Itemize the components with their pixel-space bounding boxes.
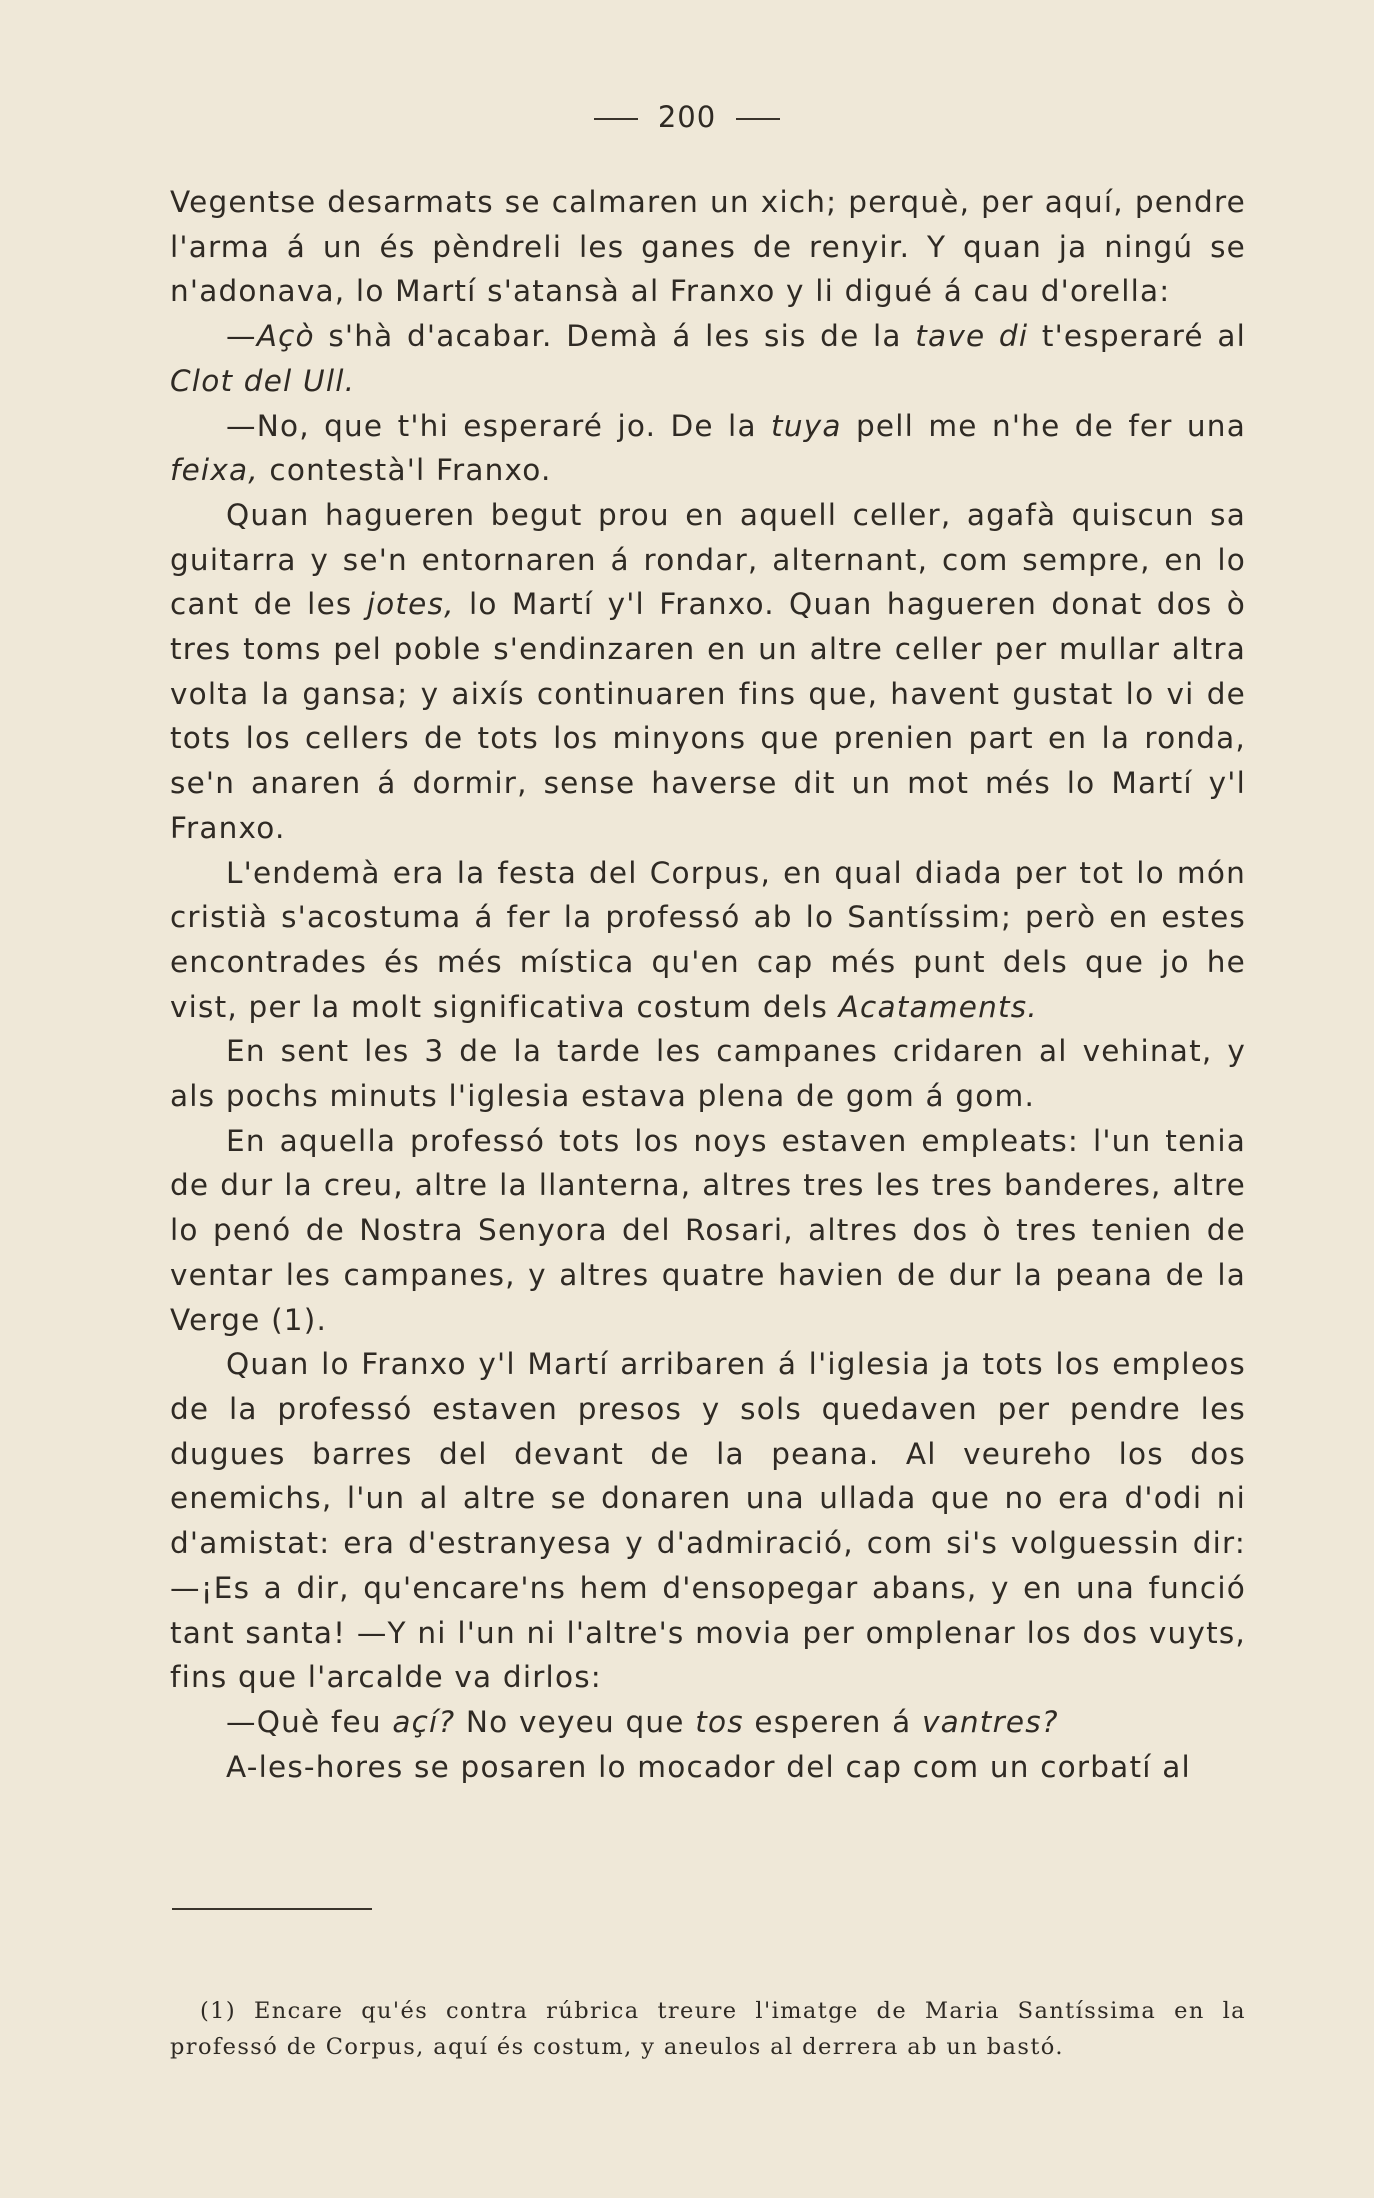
italic-text: tuya (771, 408, 842, 443)
text-run: t'esperaré al (1028, 319, 1247, 354)
paragraph (170, 1029, 1246, 1118)
page-number (0, 100, 1374, 134)
text-run: —Què feu (226, 1704, 393, 1739)
text-run: No veyeu que (455, 1704, 696, 1739)
italic-text: feixa, (170, 453, 259, 488)
footnote-text: (1) Encare qu'és contra rúbrica treure l'imatge de Maria Santíssima en la professó de Corpus, aquí és costum, y aneulos al derrera ab un bastó. (170, 1998, 1246, 2060)
text-run: A-les-hores se posaren lo mocador del cap com un corbatí al (226, 1749, 1191, 1784)
paragraph (170, 180, 1246, 314)
paragraph (170, 1700, 1246, 1745)
text-run: esperen á (743, 1704, 922, 1739)
text-run: —No, que t'hi esperaré jo. De la (226, 408, 772, 443)
italic-text: Clot del Ull. (170, 363, 356, 398)
paragraph (170, 1342, 1246, 1700)
text-run: lo Martí y'l Franxo. Quan hagueren donat dos ò tres toms pel poble s'endinzaren en un altre celler per mullar altra volta la gansa; y aixís continuaren fins que, havent gustat lo vi de tots los cellers de tots los minyons que prenien part en la ronda, se'n anaren á dormir, sense haverse dit un mot més lo Martí y'l Franxo. (170, 587, 1246, 845)
body-text (170, 180, 1246, 1789)
paragraph (170, 314, 1246, 403)
italic-text: jotes, (366, 587, 455, 622)
paragraph (170, 493, 1246, 851)
text-run: s'hà d'acabar. Demà á les sis de la (314, 319, 916, 354)
text-run: L'endemà era la festa del Corpus, en qual diada per tot lo món cristià s'acostuma á fer la professó ab lo Santíssim; però en estes encontrades és més mística qu'en cap més punt dels que jo he vist, per la molt significativa costum dels (170, 855, 1246, 1024)
italic-text: Açò (256, 319, 315, 354)
text-run: contestà'l Franxo. (258, 453, 552, 488)
text-run: Quan lo Franxo y'l Martí arribaren á l'iglesia ja tots los empleos de la professó estaven presos y sols quedaven per pendre les dugues barres del devant de la peana. Al veureho los dos enemichs, l'un al altre se donaren una ullada que no era d'odi ni d'amistat: era d'estranyesa y d'admiració, com si's volguessin dir: —¡Es a dir, qu'encare'ns hem d'ensopegar abans, y en una funció tant santa! —Y ni l'un ni l'altre's movia per omplenar los dos vuyts, fins que l'arcalde va dirlos: (170, 1347, 1246, 1695)
page-number-text: 200 (657, 100, 717, 134)
italic-text: tave di (915, 319, 1029, 354)
text-run: pell me n'he de fer una (841, 408, 1246, 443)
italic-text: Acataments. (838, 989, 1038, 1024)
footnote (170, 1993, 1246, 2065)
paragraph (170, 1119, 1246, 1343)
footnote-separator (172, 1908, 372, 1910)
text-run: En aquella professó tots los noys estaven empleats: l'un tenia de dur la creu, altre la llanterna, altres tres les tres banderes, altre lo penó de Nostra Senyora del Rosari, altres dos ò tres tenien de ventar les campanes, y altres quatre havien de dur la peana de la Verge (1). (170, 1123, 1246, 1337)
dash-right (736, 118, 780, 120)
text-run: Vegentse desarmats se calmaren un xich; perquè, per aquí, pendre l'arma á un és pèndreli les ganes de renyir. Y quan ja ningú se n'adonava, lo Martí s'atansà al Franxo y li digué á cau d'orella: (170, 185, 1246, 309)
text-run: En sent les 3 de la tarde les campanes cridaren al vehinat, y als pochs minuts l'iglesia estava plena de gom á gom. (170, 1034, 1246, 1114)
italic-text: açí? (392, 1704, 456, 1739)
dash-left (594, 118, 638, 120)
italic-text: vantres? (921, 1704, 1059, 1739)
text-run: — (226, 319, 257, 354)
text-run: Quan hagueren begut prou en aquell celler, agafà quiscun sa guitarra y se'n entornaren á rondar, alternant, com sempre, en lo cant de les (170, 497, 1246, 622)
paragraph (170, 404, 1246, 493)
paragraph (170, 1745, 1246, 1790)
italic-text: tos (695, 1704, 744, 1739)
paragraph (170, 851, 1246, 1030)
